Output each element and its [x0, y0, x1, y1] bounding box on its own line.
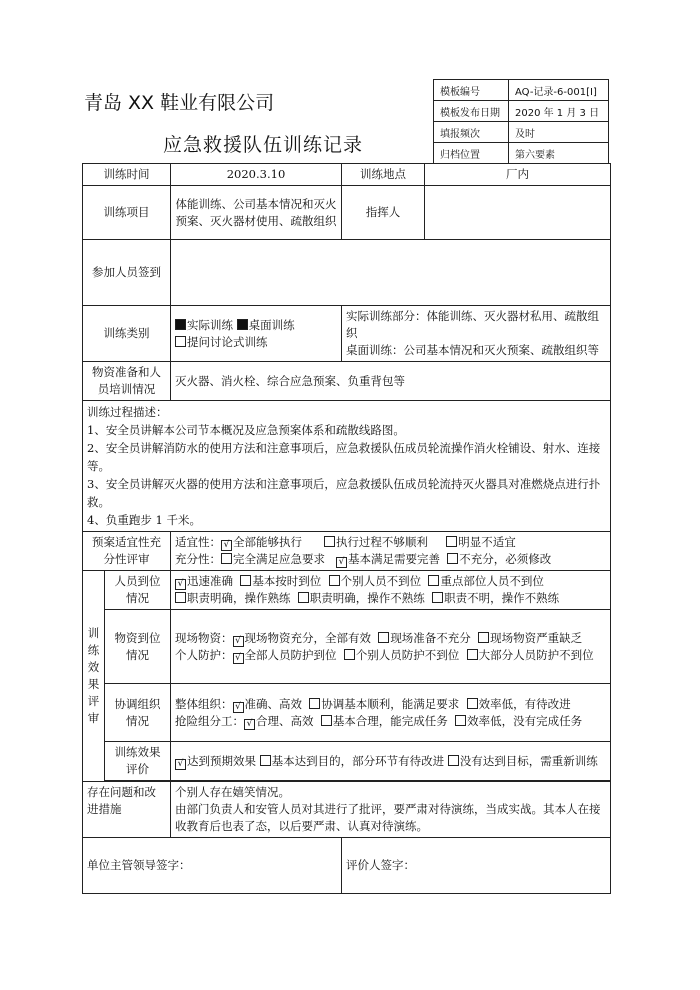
- time-label: 训练时间: [83, 164, 171, 186]
- option-text: 职责明确，操作熟练: [187, 591, 291, 605]
- meta-label: 模板发布日期: [434, 101, 509, 122]
- issues-content: [171, 782, 611, 838]
- checkbox-icon: [378, 632, 389, 643]
- page-title: 应急救援队伍训练记录: [163, 134, 364, 156]
- check-mark-icon: √: [233, 636, 244, 647]
- commander-value: [425, 186, 611, 240]
- check-mark-icon: √: [175, 579, 186, 590]
- option-text: 不充分，必须修改: [459, 552, 552, 566]
- effect-review-text: 训练效果评审: [87, 626, 100, 725]
- checkbox-icon: [344, 649, 355, 660]
- option-text: 全部能够执行: [233, 535, 302, 549]
- meta-label: 填报频次: [434, 122, 509, 143]
- option-text: 现场物资充分，全部有效: [244, 630, 371, 645]
- check-mark-icon: √: [336, 557, 347, 568]
- checkbox-icon: [321, 715, 332, 726]
- check-mark-icon: √: [233, 653, 244, 664]
- type-label: 训练类别: [83, 306, 171, 362]
- protect-label: 个人防护：: [175, 647, 233, 662]
- option-text: 没有达到目标，需重新训练: [459, 753, 598, 768]
- option-text: 达到预期效果: [187, 753, 256, 768]
- process-line: 1、安全员讲解本公司节本概况及应急预案体系和疏散线路图。: [87, 423, 405, 437]
- option-text: 效率低，有待改进: [478, 696, 571, 711]
- checkbox-icon: [221, 553, 232, 564]
- type-description: [342, 306, 611, 362]
- checkbox-icon: [455, 715, 466, 726]
- place-label: 训练地点: [342, 164, 425, 186]
- checkbox-icon: [432, 592, 443, 603]
- leader-signature: 单位主管领导签字：: [83, 838, 342, 894]
- meta-value: 及时: [509, 122, 609, 143]
- supply-options: [171, 610, 611, 684]
- option-text: 合理、高效: [256, 713, 314, 728]
- checkbox-icon: [448, 755, 459, 766]
- evaluator-signature: 评价人签字：: [342, 838, 611, 894]
- checkbox-icon: [324, 536, 335, 547]
- check-mark-icon: √: [233, 702, 244, 713]
- option-text: 效率低，没有完成任务: [467, 713, 583, 728]
- option-text: 个别人员不到位: [340, 574, 422, 588]
- staff-options: [171, 571, 611, 610]
- check-mark-icon: √: [244, 719, 255, 730]
- sufficiency-label: 充分性：: [175, 552, 221, 566]
- commander-label: 指挥人: [342, 186, 425, 240]
- checkbox-icon: [298, 592, 309, 603]
- type-option: 实际训练: [187, 317, 233, 332]
- materials-label: 物资准备和人员培训情况: [83, 362, 171, 401]
- option-text: 明显不适宜: [458, 535, 516, 549]
- option-text: 重点部位人员不到位: [440, 574, 544, 588]
- checkbox-icon: [260, 755, 271, 766]
- site-label: 现场物资：: [175, 630, 233, 645]
- checked-box-icon: [237, 319, 248, 330]
- checkbox-icon: [309, 698, 320, 709]
- meta-value: AQ-记录-6-001[Ⅰ]: [509, 80, 609, 101]
- check-mark-icon: √: [175, 759, 186, 770]
- meta-value: 2020 年 1 月 3 日: [509, 101, 609, 122]
- plan-review-label: 预案适宜性充分性评审: [83, 532, 171, 571]
- option-text: 迅速准确: [187, 574, 233, 588]
- participants-label: 参加人员签到: [83, 240, 171, 306]
- effect-review-label: [83, 571, 105, 782]
- result-label: 训练效果评价: [105, 742, 171, 781]
- checkbox-icon: [467, 698, 478, 709]
- overall-label: 整体组织：: [175, 696, 233, 711]
- meta-value: 第六要素: [509, 143, 609, 164]
- option-text: 准确、高效: [244, 696, 302, 711]
- issues-label: 存在问题和改进措施: [83, 782, 171, 838]
- plan-review-options: [171, 532, 611, 571]
- company-name: 青岛 XX 鞋业有限公司: [84, 92, 275, 114]
- option-text: 个别人员防护不到位: [355, 647, 460, 662]
- process-description: [83, 401, 611, 532]
- option-text: 现场物资严重缺乏: [490, 630, 583, 645]
- materials-value: 灭火器、消火栓、综合应急预案、负重背包等: [171, 362, 611, 401]
- checkbox-icon: [446, 536, 457, 547]
- checked-box-icon: [175, 319, 186, 330]
- rescue-label: 抢险组分工：: [175, 713, 244, 728]
- template-info-table: [433, 79, 609, 164]
- checkbox-icon: [240, 575, 251, 586]
- meta-label: 归档位置: [434, 143, 509, 164]
- type-option: 提问讨论式训练: [187, 334, 268, 349]
- checkbox-icon: [175, 592, 186, 603]
- option-text: 大部分人员防护不到位: [478, 647, 594, 662]
- option-text: 全部人员防护到位: [244, 647, 337, 662]
- process-line: 4、负重跑步 1 千米。: [87, 513, 201, 527]
- supply-label: 物资到位情况: [105, 610, 171, 684]
- training-record-table: [82, 163, 611, 894]
- staff-label: 人员到位情况: [105, 571, 171, 610]
- participants-signature-area: [171, 240, 611, 306]
- option-text: 基本按时到位: [252, 574, 322, 588]
- type-option: 桌面训练: [248, 317, 295, 332]
- issues-line: 由部门负责人和安管人员对其进行了批评，要严肃对待演练，当成实战。其本人在接收教育后也表了态，以后要严肃、认真对待演练。: [175, 802, 601, 833]
- process-title: 训练过程描述：: [87, 405, 168, 419]
- type-desc-line: 实际训练部分：体能训练、灭火器材私用、疏散组织: [346, 309, 599, 340]
- item-label: 训练项目: [83, 186, 171, 240]
- check-mark-icon: √: [221, 540, 232, 551]
- option-text: 完全满足应急要求: [233, 552, 325, 566]
- meta-label: 模板编号: [434, 80, 509, 101]
- checkbox-icon: [467, 649, 478, 660]
- process-line: 3、安全员讲解灭火器的使用方法和注意事项后，应急救援队伍成员轮流持灭火器具对准燃烧点进行扑救。: [87, 477, 601, 509]
- item-value: 体能训练、公司基本情况和灭火预案、灭火器材使用、疏散组织: [171, 186, 342, 240]
- suitability-label: 适宜性：: [175, 535, 221, 549]
- option-text: 执行过程不够顺利: [335, 535, 428, 549]
- option-text: 协调基本顺利，能满足要求: [321, 696, 460, 711]
- checkbox-icon: [428, 575, 439, 586]
- place-value: 厂内: [425, 164, 611, 186]
- option-text: 基本满足需要完善: [347, 552, 440, 566]
- result-options: [171, 742, 611, 781]
- time-value: 2020.3.10: [171, 164, 342, 186]
- coord-options: [171, 684, 611, 742]
- checkbox-icon: [447, 553, 458, 564]
- option-text: 现场准备不充分: [390, 630, 471, 645]
- checkbox-icon: [329, 575, 340, 586]
- option-text: 职责不明，操作不熟练: [444, 591, 560, 605]
- option-text: 职责明确，操作不熟练: [309, 591, 425, 605]
- checkbox-icon: [175, 336, 186, 347]
- coord-label: 协调组织情况: [105, 684, 171, 742]
- type-options: [171, 306, 342, 362]
- type-desc-line: 桌面训练：公司基本情况和灭火预案、疏散组织等: [346, 343, 599, 357]
- process-line: 2、安全员讲解消防水的使用方法和注意事项后，应急救援队伍成员轮流操作消火栓铺设、射水、连接等。: [87, 441, 601, 473]
- issues-line: 个别人存在嬉笑情况。: [175, 785, 290, 799]
- option-text: 基本合理，能完成任务: [332, 713, 448, 728]
- option-text: 基本达到目的，部分环节有待改进: [271, 753, 445, 768]
- checkbox-icon: [478, 632, 489, 643]
